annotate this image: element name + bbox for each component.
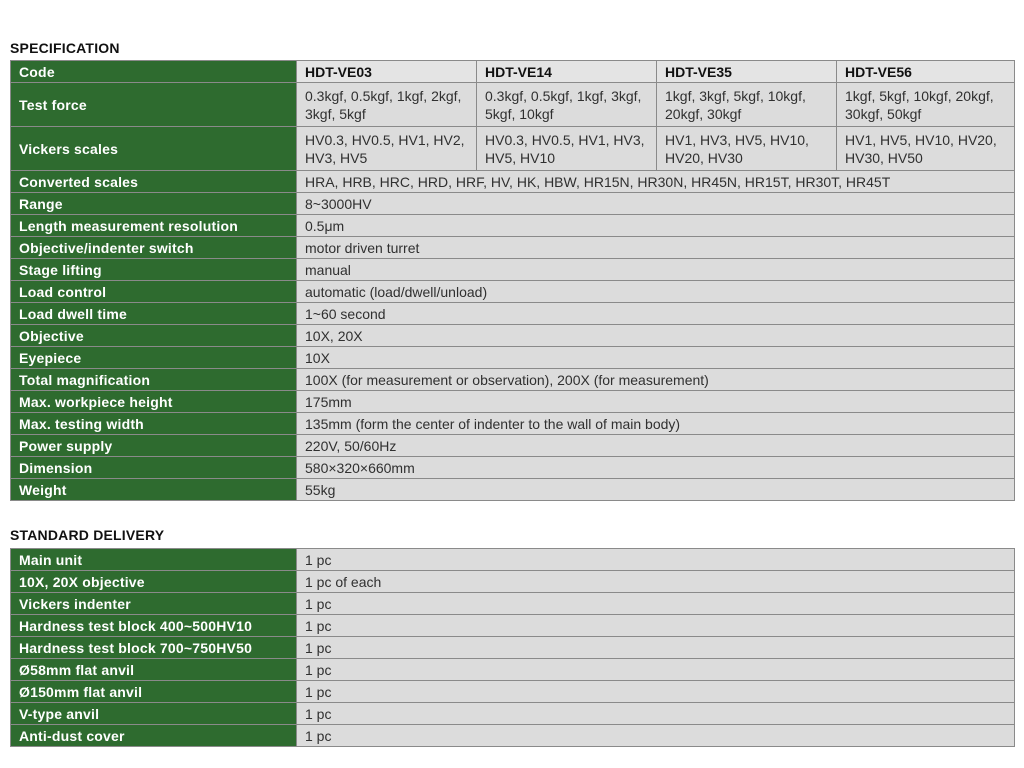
row-label: Hardness test block 700~750HV50	[11, 637, 297, 659]
table-row	[11, 237, 1015, 259]
table-cell: 0.3kgf, 0.5kgf, 1kgf, 3kgf, 5kgf, 10kgf	[477, 83, 657, 127]
table-cell: manual	[297, 259, 1015, 281]
table-cell: 1kgf, 3kgf, 5kgf, 10kgf, 20kgf, 30kgf	[657, 83, 837, 127]
row-label: Max. testing width	[11, 413, 297, 435]
model-header: HDT-VE14	[477, 61, 657, 83]
table-cell: 580×320×660mm	[297, 457, 1015, 479]
table-row	[11, 259, 1015, 281]
table-cell: 1 pc	[297, 549, 1015, 571]
table-cell: 10X	[297, 347, 1015, 369]
row-label: Load control	[11, 281, 297, 303]
table-cell: 1 pc of each	[297, 571, 1015, 593]
table-cell: 100X (for measurement or observation), 200X (for measurement)	[297, 369, 1015, 391]
row-label: Test force	[11, 83, 297, 127]
row-label: Main unit	[11, 549, 297, 571]
standard-delivery-table	[10, 548, 1015, 747]
table-cell: 8~3000HV	[297, 193, 1015, 215]
table-cell: 1 pc	[297, 681, 1015, 703]
table-cell: HV0.3, HV0.5, HV1, HV3, HV5, HV10	[477, 127, 657, 171]
table-row	[11, 571, 1015, 593]
table-cell: HRA, HRB, HRC, HRD, HRF, HV, HK, HBW, HR15N, HR30N, HR45N, HR15T, HR30T, HR45T	[297, 171, 1015, 193]
table-cell: 135mm (form the center of indenter to the wall of main body)	[297, 413, 1015, 435]
table-cell: 10X, 20X	[297, 325, 1015, 347]
row-label: Anti-dust cover	[11, 725, 297, 747]
row-label: Eyepiece	[11, 347, 297, 369]
table-cell: 1 pc	[297, 703, 1015, 725]
table-row	[11, 457, 1015, 479]
model-header: HDT-VE03	[297, 61, 477, 83]
table-row	[11, 413, 1015, 435]
table-row	[11, 347, 1015, 369]
model-header: HDT-VE35	[657, 61, 837, 83]
table-row	[11, 725, 1015, 747]
table-row	[11, 369, 1015, 391]
table-cell: motor driven turret	[297, 237, 1015, 259]
row-label: Max. workpiece height	[11, 391, 297, 413]
model-header: HDT-VE56	[837, 61, 1015, 83]
table-row-code	[11, 61, 1015, 83]
row-label: Vickers indenter	[11, 593, 297, 615]
table-cell: 55kg	[297, 479, 1015, 501]
table-row	[11, 703, 1015, 725]
table-cell: automatic (load/dwell/unload)	[297, 281, 1015, 303]
row-label: Stage lifting	[11, 259, 297, 281]
table-row	[11, 549, 1015, 571]
row-label: Power supply	[11, 435, 297, 457]
table-row	[11, 615, 1015, 637]
row-label: Ø150mm flat anvil	[11, 681, 297, 703]
specification-title: SPECIFICATION	[10, 40, 120, 56]
table-row	[11, 215, 1015, 237]
table-row-vickers-scales	[11, 127, 1015, 171]
table-row	[11, 193, 1015, 215]
row-label: Load dwell time	[11, 303, 297, 325]
row-label: Code	[11, 61, 297, 83]
table-row	[11, 171, 1015, 193]
table-row-test-force	[11, 83, 1015, 127]
table-cell: 1kgf, 5kgf, 10kgf, 20kgf, 30kgf, 50kgf	[837, 83, 1015, 127]
row-label: Length measurement resolution	[11, 215, 297, 237]
table-cell: 1 pc	[297, 615, 1015, 637]
specification-table	[10, 60, 1015, 501]
row-label: Dimension	[11, 457, 297, 479]
table-cell: 1 pc	[297, 725, 1015, 747]
row-label: 10X, 20X objective	[11, 571, 297, 593]
row-label: V-type anvil	[11, 703, 297, 725]
table-cell: HV1, HV5, HV10, HV20, HV30, HV50	[837, 127, 1015, 171]
table-cell: HV0.3, HV0.5, HV1, HV2, HV3, HV5	[297, 127, 477, 171]
table-row	[11, 281, 1015, 303]
table-cell: 1~60 second	[297, 303, 1015, 325]
row-label: Hardness test block 400~500HV10	[11, 615, 297, 637]
table-cell: HV1, HV3, HV5, HV10, HV20, HV30	[657, 127, 837, 171]
row-label: Vickers scales	[11, 127, 297, 171]
table-cell: 1 pc	[297, 659, 1015, 681]
row-label: Objective/indenter switch	[11, 237, 297, 259]
row-label: Objective	[11, 325, 297, 347]
table-cell: 220V, 50/60Hz	[297, 435, 1015, 457]
table-cell: 175mm	[297, 391, 1015, 413]
standard-delivery-title: STANDARD DELIVERY	[10, 527, 165, 543]
table-row	[11, 391, 1015, 413]
table-cell: 0.3kgf, 0.5kgf, 1kgf, 2kgf, 3kgf, 5kgf	[297, 83, 477, 127]
table-row	[11, 593, 1015, 615]
row-label: Converted scales	[11, 171, 297, 193]
table-row	[11, 659, 1015, 681]
table-cell: 1 pc	[297, 593, 1015, 615]
table-row	[11, 435, 1015, 457]
table-row	[11, 637, 1015, 659]
table-cell: 0.5μm	[297, 215, 1015, 237]
table-cell: 1 pc	[297, 637, 1015, 659]
row-label: Range	[11, 193, 297, 215]
table-row	[11, 479, 1015, 501]
table-row	[11, 325, 1015, 347]
row-label: Total magnification	[11, 369, 297, 391]
table-row	[11, 303, 1015, 325]
row-label: Ø58mm flat anvil	[11, 659, 297, 681]
row-label: Weight	[11, 479, 297, 501]
table-row	[11, 681, 1015, 703]
